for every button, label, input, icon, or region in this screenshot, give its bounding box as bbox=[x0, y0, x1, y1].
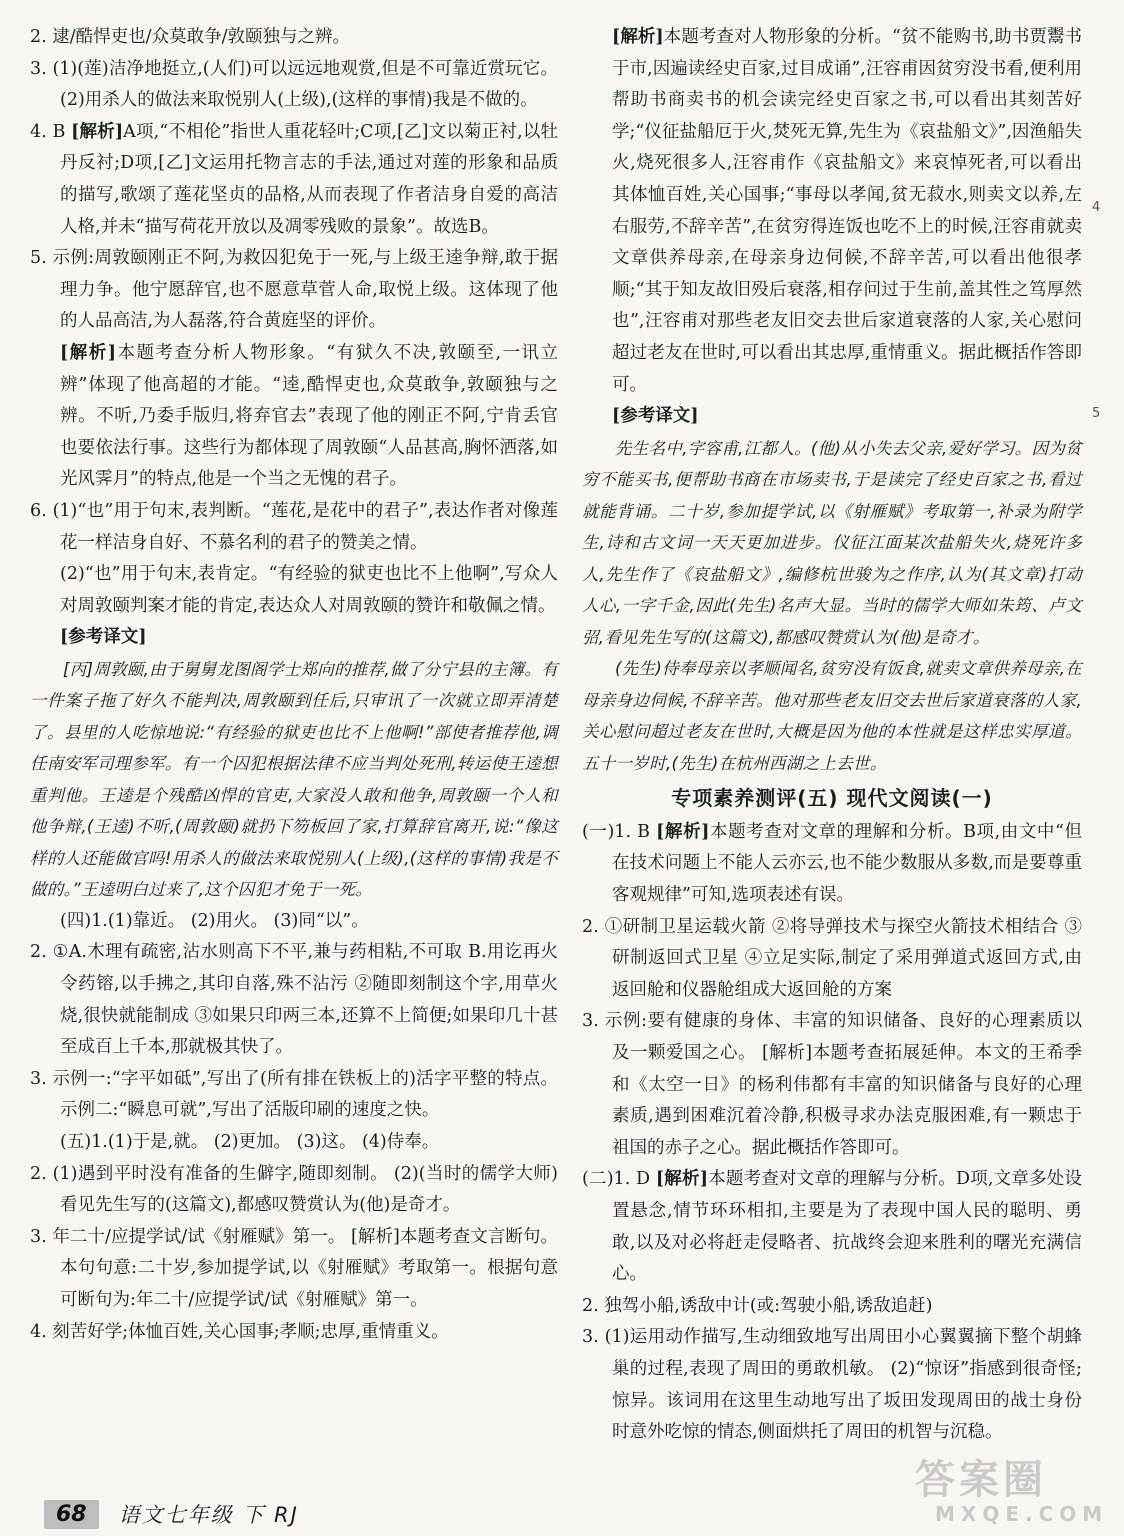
item-text: 刻苦好学;体恤百姓,关心国事;孝顺;忠厚,重情重义。 bbox=[52, 1321, 449, 1342]
item-text: 本题考查对文章的理解和分析。B项,由文中“但在技术问题上不能人云亦云,也不能少数服从多数,而是要尊重客观规律”可知,选项表述有误。 bbox=[612, 821, 1082, 905]
watermark-line1: 答案圈 bbox=[915, 1457, 1047, 1503]
item-number: (二)1. D bbox=[582, 1169, 651, 1190]
item-text: (2)“也”用于句末,表肯定。“有经验的狱吏也比不上他啊”,写众人对周敦颐判案才能的肯定,表达众人对周敦颐的赞许和敬佩之情。 bbox=[60, 564, 558, 616]
section-heading bbox=[582, 401, 1082, 433]
item-text: (1)“也”用于句末,表判断。“莲花,是花中的君子”,表达作者对像莲花一样洁身自好、不慕名利的君子的赞美之情。 bbox=[52, 500, 558, 553]
answer-item bbox=[582, 1291, 1082, 1323]
answer-item bbox=[582, 1006, 1082, 1164]
answer-item bbox=[582, 912, 1082, 1007]
item-text: (1)运用动作描写,生动细致地写出周田小心翼翼摘下整个胡蜂巢的过程,表现了周田的勇敢机敏。 (2)“惊讶”指感到很奇怪;惊异。该词用在这里生动地写出了坂田发现周田的战士身份时意外吃惊的情态,侧面烘托了周田的机智与沉稳。 bbox=[604, 1327, 1082, 1443]
margin-mark: 4 bbox=[1092, 200, 1101, 215]
section-heading bbox=[30, 622, 558, 654]
answer-item bbox=[30, 22, 558, 54]
translation-paragraph bbox=[582, 653, 1082, 779]
answer-item bbox=[30, 937, 558, 1063]
item-text: (四)1.(1)靠近。 (2)用火。 (3)同“以”。 bbox=[60, 910, 369, 931]
item-tag: [参考译文] bbox=[60, 627, 147, 648]
item-tag: [解析] bbox=[60, 342, 116, 363]
item-number: 4. B bbox=[30, 121, 66, 142]
answer-item bbox=[30, 559, 558, 622]
item-text: 逮/酷悍吏也/众莫敢争/敦颐独与之辨。 bbox=[52, 27, 350, 47]
item-text: 本题考查分析人物形象。“有狱久不决,敦颐至,一讯立辨”体现了他高超的才能。“逵,酷悍吏也,众莫敢争,敦颐独与之辨。不听,乃委手版归,将弃官去”表现了他的刚正不阿,宁肯丢官也要依法行事。这些行为都体现了周敦颐“人品甚高,胸怀洒落,如光风霁月”的特点,他是一个当之无愧的君子。 bbox=[60, 342, 558, 490]
item-text: ①研制卫星运载火箭 ②将导弹技术与探空火箭技术相结合 ③研制返回式卫星 ④立足实际,制定了采用弹道式返回方式,由返回舱和仪器舱组成大返回舱的方案 bbox=[604, 916, 1082, 1000]
item-number: (一)1. B bbox=[582, 821, 651, 842]
item-number: 3. bbox=[582, 1327, 599, 1348]
right-column bbox=[582, 22, 1082, 1449]
left-column bbox=[30, 22, 558, 1348]
item-number: 6. bbox=[30, 500, 47, 521]
item-number: 2. bbox=[30, 1163, 47, 1184]
item-text: [丙]周敦颐,由于舅舅龙图阁学士郑向的推荐,做了分宁县的主簿。有一件案子拖了好久不能判决,周敦颐到任后,只审讯了一次就立即弄清楚了。县里的人吃惊地说:“有经验的狱吏也比不上他啊!”部使者推荐他,调任南安军司理参军。有一个囚犯根据法律不应当判处死刑,转运使王逵想重判他。王逵是个残酷凶悍的官吏,大家没人敢和他争,周敦颐一个人和他争辩,(王逵)不听,(周敦颐)就扔下笏板回了家,打算辞官离开,说:“像这样的人还能做官吗!用杀人的做法来取悦别人(上级),(这样的事情)我是不做的。”王逵明白过来了,这个囚犯才免于一死。 bbox=[30, 659, 558, 900]
item-number: 4. bbox=[30, 1321, 47, 1342]
page-footer bbox=[44, 1497, 299, 1531]
item-number: 3. bbox=[30, 1226, 47, 1247]
item-text: 示例:周敦颐刚正不阿,为救囚犯免于一死,与上级王逵争辩,敢于据理力争。他宁愿辞官,也不愿意草菅人命,取悦上级。这体现了他的人品高洁,为人磊落,符合黄庭坚的评价。 bbox=[52, 248, 558, 332]
answer-item bbox=[30, 117, 558, 243]
answer-item bbox=[30, 1127, 558, 1159]
answer-item bbox=[582, 817, 1082, 912]
item-text: 独驾小船,诱敌中计(或:驾驶小船,诱敌追赶) bbox=[604, 1295, 933, 1316]
item-text: (1)遇到平时没有准备的生僻字,随即刻制。 (2)(当时的儒学大师)看见先生写的(这篇文),都感叹赞赏认为(他)是奇才。 bbox=[52, 1163, 558, 1216]
answer-item bbox=[30, 496, 558, 559]
item-tag: [解析] bbox=[612, 27, 664, 47]
answer-item bbox=[30, 1064, 558, 1127]
translation-paragraph bbox=[30, 654, 558, 906]
item-text: 年二十/应提学试/试《射雁赋》第一。 [解析]本题考查文言断句。本句句意:二十岁,参加提学试,以《射雁赋》考取第一。根据句意可断句为:年二十/应提学试/试《射雁赋》第一。 bbox=[52, 1226, 558, 1310]
item-text: A项,“不相伦”指世人重花轻叶;C项,[乙]文以菊正衬,以牡丹反衬;D项,[乙]文运用托物言志的手法,通过对莲的形象和品质的描写,歌颂了莲花坚贞的品格,从而表现了作者洁身自爱的高洁人格,并未“描写荷花开放以及凋零残败的景象”。故选B。 bbox=[60, 121, 558, 237]
item-number: 3. bbox=[30, 1068, 47, 1089]
section-title: 专项素养测评(五) 现代文阅读(一) bbox=[671, 786, 993, 811]
answer-item bbox=[30, 338, 558, 496]
answer-item bbox=[582, 1322, 1082, 1448]
item-tag: [解析] bbox=[71, 121, 124, 142]
answer-item bbox=[30, 1317, 558, 1349]
item-text: ①A.木理有疏密,沾水则高下不平,兼与药相粘,不可取 B.用讫再火令药镕,以手拂之,其印自落,殊不沾污 ②随即刻制这个字,用草火烧,很快就能制成 ③如果只印两三本,还算不上简便;如果印几十甚至成百上千本,那就极其快了。 bbox=[52, 942, 558, 1058]
translation-paragraph bbox=[582, 433, 1082, 654]
item-text: 示例一:“字平如砥”,写出了(所有排在铁板上的)活字平整的特点。 示例二:“瞬息可就”,写出了活版印刷的速度之快。 bbox=[52, 1068, 558, 1121]
item-number: 2. bbox=[582, 1295, 599, 1316]
answer-item bbox=[30, 243, 558, 338]
answer-item bbox=[30, 54, 558, 117]
margin-mark: 5 bbox=[1092, 406, 1101, 421]
page-number: 68 bbox=[44, 1500, 99, 1529]
answer-item bbox=[30, 1159, 558, 1222]
item-text: 本题考查对文章的理解与分析。D项,文章多处设置悬念,情节环环相扣,主要是为了表现中国人民的聪明、勇敢,以及对必将赶走侵略者、抗战终会迎来胜利的曙光充满信心。 bbox=[612, 1169, 1082, 1285]
item-text: (五)1.(1)于是,就。 (2)更加。 (3)这。 (4)侍奉。 bbox=[60, 1132, 440, 1153]
item-tag: [参考译文] bbox=[612, 406, 699, 427]
item-number: 2. bbox=[582, 916, 599, 937]
item-number: 3. bbox=[30, 58, 47, 79]
item-text: 本题考查对人物形象的分析。“贫不能购书,助书贾鬻书于市,因遍读经史百家,过目成诵”,汪容甫因贫穷没书看,便利用帮助书商卖书的机会读完经史百家之书,可以看出其刻苦好学;“仪征盐船厄于火,焚死无算,先生为《哀盐船文》”,因渔船失火,烧死很多人,汪容甫作《哀盐船文》来哀悼死者,可以看出其体恤百姓,关心国事;“事母以孝闻,贫无菽水,则卖文以养,左右服劳,不辞辛苦”,在贫穷得连饭也吃不上的时候,汪容甫就卖文章供养母亲,在母亲身边伺候,不辞辛苦,可以看出他很孝顺;“其于知友故旧殁后衰落,相存问过于生前,盖其性之笃厚然也”,汪容甫对那些老友旧交去世后家道衰落的人家,关心慰问超过老友在世时,可以看出其忠厚,重情重义。据此概括作答即可。 bbox=[612, 27, 1082, 395]
answer-item bbox=[30, 1222, 558, 1317]
item-number: 5. bbox=[30, 248, 47, 269]
answer-item bbox=[30, 906, 558, 938]
book-title: 语文七年级 下 RJ bbox=[118, 1503, 299, 1527]
item-tag: [解析] bbox=[656, 821, 710, 842]
item-tag: [解析] bbox=[655, 1169, 708, 1190]
answer-item bbox=[582, 22, 1082, 401]
item-number: 2. bbox=[30, 27, 47, 47]
item-text: (先生)侍奉母亲以孝顺闻名,贫穷没有饭食,就卖文章供养母亲,在母亲身边伺候,不辞辛苦。他对那些老友旧交去世后家道衰落的人家,关心慰问超过老友在世时,大概是因为他的本性就是这样忠实厚道。五十一岁时,(先生)在杭州西湖之上去世。 bbox=[582, 659, 1082, 773]
watermark-line2: MXQE.COM bbox=[935, 1502, 1109, 1526]
item-text: 先生名中,字容甫,江都人。(他)从小失去父亲,爱好学习。因为贫穷不能买书,便帮助书商在市场卖书,于是读完了经史百家之书,看过就能背诵。二十岁,参加提学试,以《射雁赋》考取第一,补录为附学生,诗和古文词一天天更加进步。仪征江面某次盐船失火,烧死许多人,先生作了《哀盐船文》,编修杭世骏为之作序,认为(其文章)打动人心,一字千金,因此(先生)名声大显。当时的儒学大师如朱筠、卢文弨,看见先生写的(这篇文),都感叹赞赏认为(他)是奇才。 bbox=[582, 438, 1082, 647]
item-number: 2. bbox=[30, 942, 47, 963]
item-text: 示例:要有健康的身体、丰富的知识储备、良好的心理素质以及一颗爱国之心。 [解析]本题考查拓展延伸。本文的王希季和《太空一日》的杨利伟都有丰富的知识储备与良好的心理素质,遇到困难沉着冷静,积极寻求办法克服困难,有一颗忠于祖国的赤子之心。据此概括作答即可。 bbox=[604, 1011, 1082, 1158]
item-text: (1)(莲)洁净地挺立,(人们)可以远远地观赏,但是不可靠近赏玩它。 (2)用杀人的做法来取悦别人(上级),(这样的事情)我是不做的。 bbox=[52, 58, 558, 111]
watermark-logo bbox=[915, 1458, 1115, 1532]
item-number: 3. bbox=[582, 1011, 599, 1032]
answer-item bbox=[582, 1164, 1082, 1290]
